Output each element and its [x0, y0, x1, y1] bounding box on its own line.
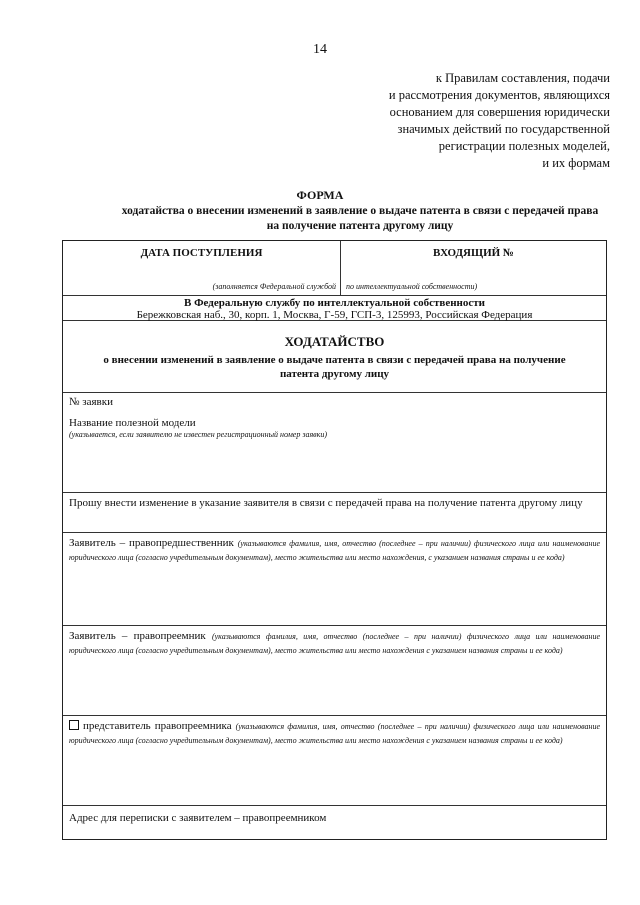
form-subtitle [90, 204, 630, 234]
recipient-name: В Федеральную службу по интеллектуальной собственности [183, 297, 485, 309]
application-section[interactable] [63, 393, 606, 493]
correspondence-address-label: Адрес для переписки с заявителем – правопреемником [69, 812, 327, 824]
receipt-date-cell[interactable] [63, 241, 341, 296]
representative-label: представитель правопреемника [83, 720, 232, 732]
appendix-line: значимых действий по государственной [397, 122, 610, 136]
request-text: Прошу внести изменение в указание заявителя в связи с передачей права на получение патента другому лицу [69, 497, 583, 509]
page-number: 14 [313, 42, 327, 57]
petition-subtitle-line: патента другому лицу [279, 368, 390, 380]
appendix-line: регистрации полезных моделей, [438, 139, 610, 153]
form-subtitle-line: ходатайства о внесении изменений в заявление о выдаче патента в связи с передачей права [121, 205, 599, 217]
receipt-date-label: ДАТА ПОСТУПЛЕНИЯ [140, 247, 263, 259]
appendix-line: и рассмотрения документов, являющихся [388, 88, 610, 102]
correspondence-address-section[interactable] [63, 806, 606, 839]
predecessor-label: Заявитель – правопредшественник [69, 537, 234, 549]
successor-hint: (указываются фамилия, имя, отчество (последнее – при наличии) физического лица или наименование юридического лица (согласно учредительным документам), место жительства или место нахождения с указанием названия страны и ее кода) [69, 632, 600, 655]
petition-form [62, 240, 607, 840]
appendix-line: и их формам [542, 156, 610, 170]
utility-model-hint: (указывается, если заявителю не известен регистрационный номер заявки) [69, 430, 328, 439]
utility-model-name-label: Название полезной модели [69, 417, 196, 429]
receipt-header [63, 241, 606, 296]
appendix-line: к Правилам составления, подачи [435, 71, 610, 85]
receipt-date-note: (заполняется Федеральной службой [212, 282, 336, 291]
request-section [63, 493, 606, 533]
incoming-number-note: по интеллектуальной собственности) [346, 282, 478, 291]
petition-title-block [63, 321, 606, 393]
incoming-number-label: ВХОДЯЩИЙ № [433, 247, 514, 259]
recipient-address: Бережковская наб., 30, корп. 1, Москва, Г-59, ГСП-3, 125993, Российская Федерация [136, 309, 533, 321]
petition-subtitle [83, 353, 586, 381]
petition-title: ХОДАТАЙСТВО [284, 334, 385, 349]
successor-section[interactable] [63, 626, 606, 716]
incoming-number-cell[interactable] [341, 241, 606, 296]
representative-section[interactable] [63, 716, 606, 806]
petition-subtitle-line: о внесении изменений в заявление о выдаче патента в связи с передачей права на получение [103, 354, 566, 366]
successor-label: Заявитель – правопреемник [69, 630, 206, 642]
application-number-label: № заявки [69, 396, 113, 408]
representative-hint: (указываются фамилия, имя, отчество (последнее – при наличии) физического лица или наименование юридического лица (согласно учредительным документам), место жительства или место нахождения с указанием названия страны и ее кода) [69, 722, 601, 745]
representative-checkbox[interactable] [69, 720, 79, 730]
form-subtitle-line: на получение патента другому лицу [266, 220, 454, 232]
predecessor-section[interactable] [63, 533, 606, 626]
recipient-block [63, 296, 606, 321]
predecessor-hint: (указываются фамилия, имя, отчество (последнее – при наличии) физического лица или наименование юридического лица (согласно учредительным документам), место жительства или место нахождения, с указанием названия страны и ее кода) [69, 539, 600, 562]
appendix-note [350, 70, 610, 172]
appendix-line: основанием для совершения юридически [389, 105, 610, 119]
form-label: ФОРМА [296, 188, 344, 202]
